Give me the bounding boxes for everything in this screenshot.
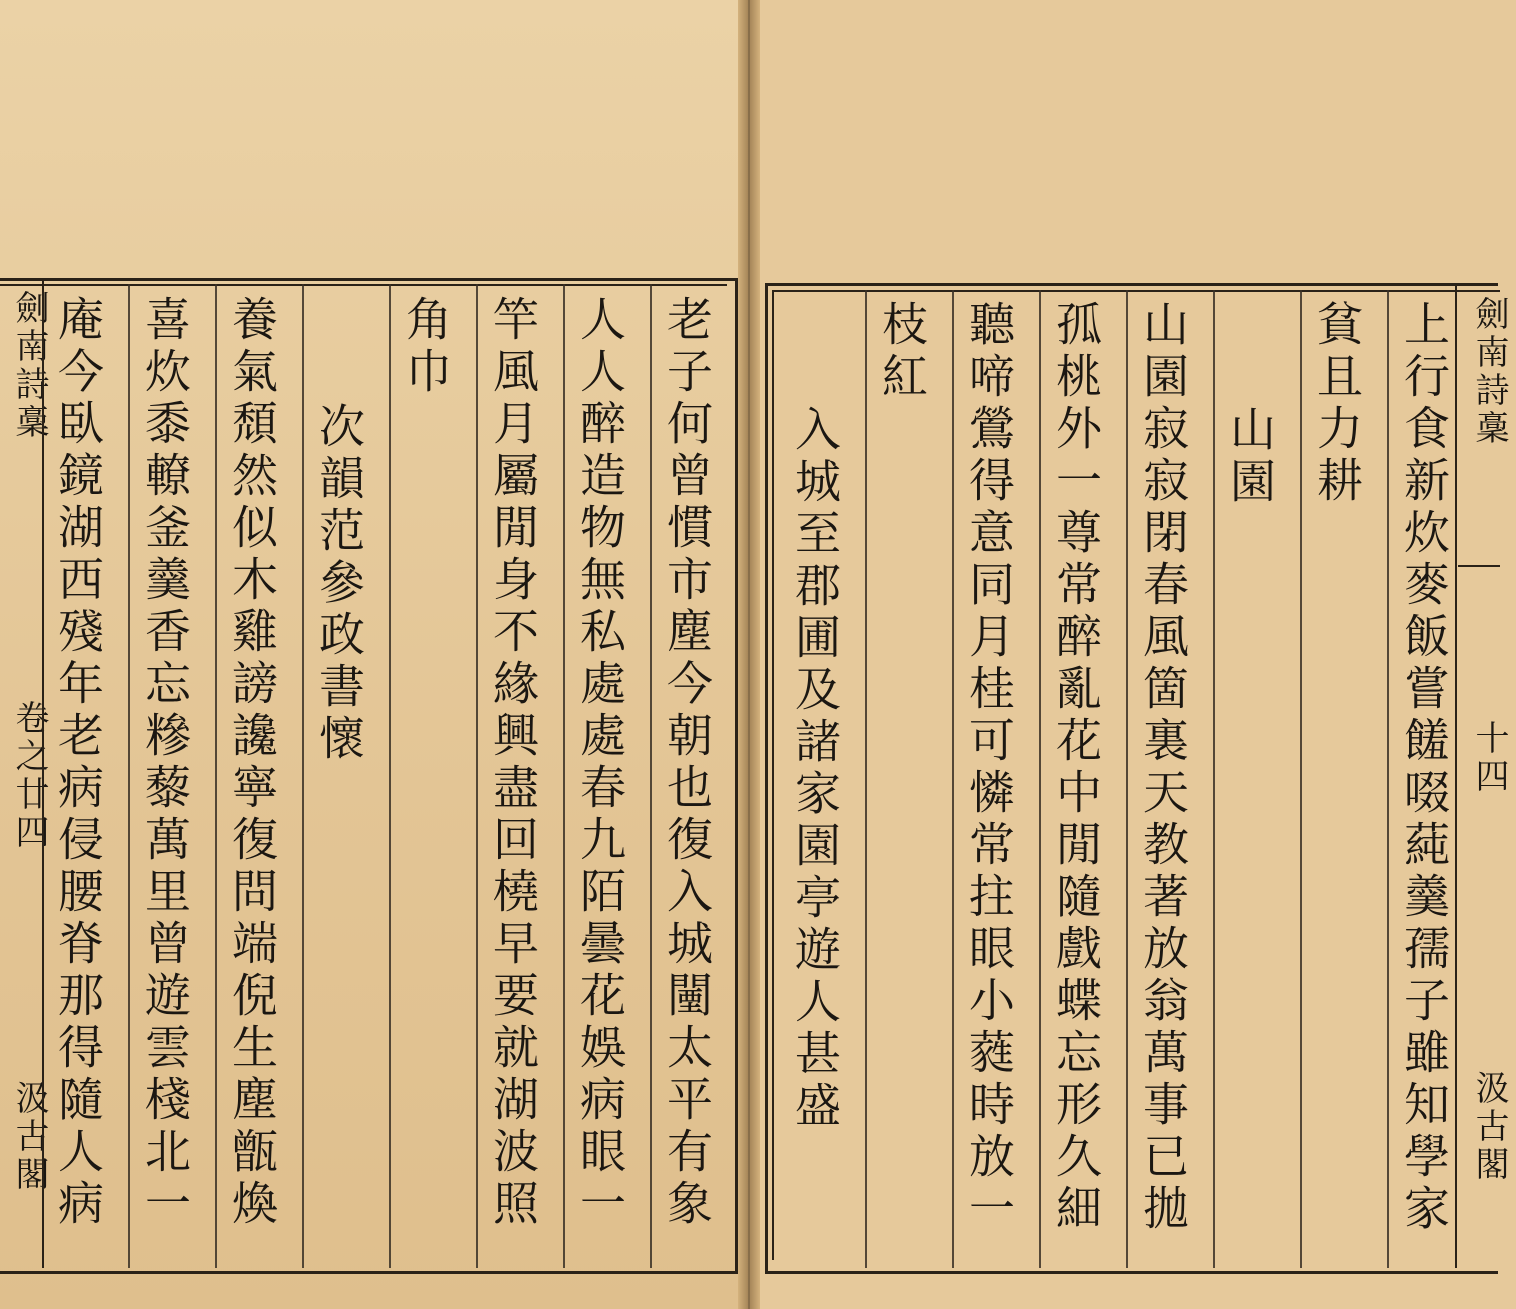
text-column: 角巾 [399,295,453,399]
text-column: 老子何曾慣市塵今朝也復入城闉太平有象 [660,295,714,1231]
right-margin-page: 十四 [1469,720,1509,796]
text-column: 枝紅 [875,300,929,404]
left-page-frame [0,278,738,1274]
text-column: 孤桃外一尊常醉亂花中閒隨戲蝶忘形久細 [1049,300,1103,1236]
left-margin-press: 汲古閣 [9,1080,49,1194]
left-margin-volume: 卷之廿四 [9,700,49,852]
text-column: 竿風月屬閒身不緣興盡回橈早要就湖波照 [486,295,540,1231]
poem-title: 入城至郡圃及諸家園亭遊人甚盛 [788,405,842,1133]
right-margin-title: 劍南詩稾 [1469,296,1509,448]
text-column: 喜炊黍轑釜羹香忘糝藜萬里曾遊雲棧北一 [138,295,192,1231]
left-margin-title: 劍南詩稾 [9,290,49,442]
poem-title: 次韻范參政書懷 [312,402,366,766]
poem-title: 山園 [1223,405,1277,509]
text-column: 山園寂寂閉春風箇裏天教著放翁萬事已拋 [1136,300,1190,1236]
right-margin-press: 汲古閣 [1469,1070,1509,1184]
text-column: 人人醉造物無私處處春九陌曇花娛病眼一 [573,295,627,1231]
left-page [0,0,745,1309]
text-column: 養氣頹然似木雞謗讒寧復問端倪生塵甑煥 [225,295,279,1231]
text-column: 庵今臥鏡湖西殘年老病侵腰脊那得隨人病 [51,295,105,1231]
text-column: 聽啼鶯得意同月桂可憐常拄眼小蕤時放一 [962,300,1016,1236]
text-column: 上行食新炊麥飯嘗饈啜蒓羹孺子雖知學家 [1397,300,1451,1236]
text-column: 貧且力耕 [1310,300,1364,508]
